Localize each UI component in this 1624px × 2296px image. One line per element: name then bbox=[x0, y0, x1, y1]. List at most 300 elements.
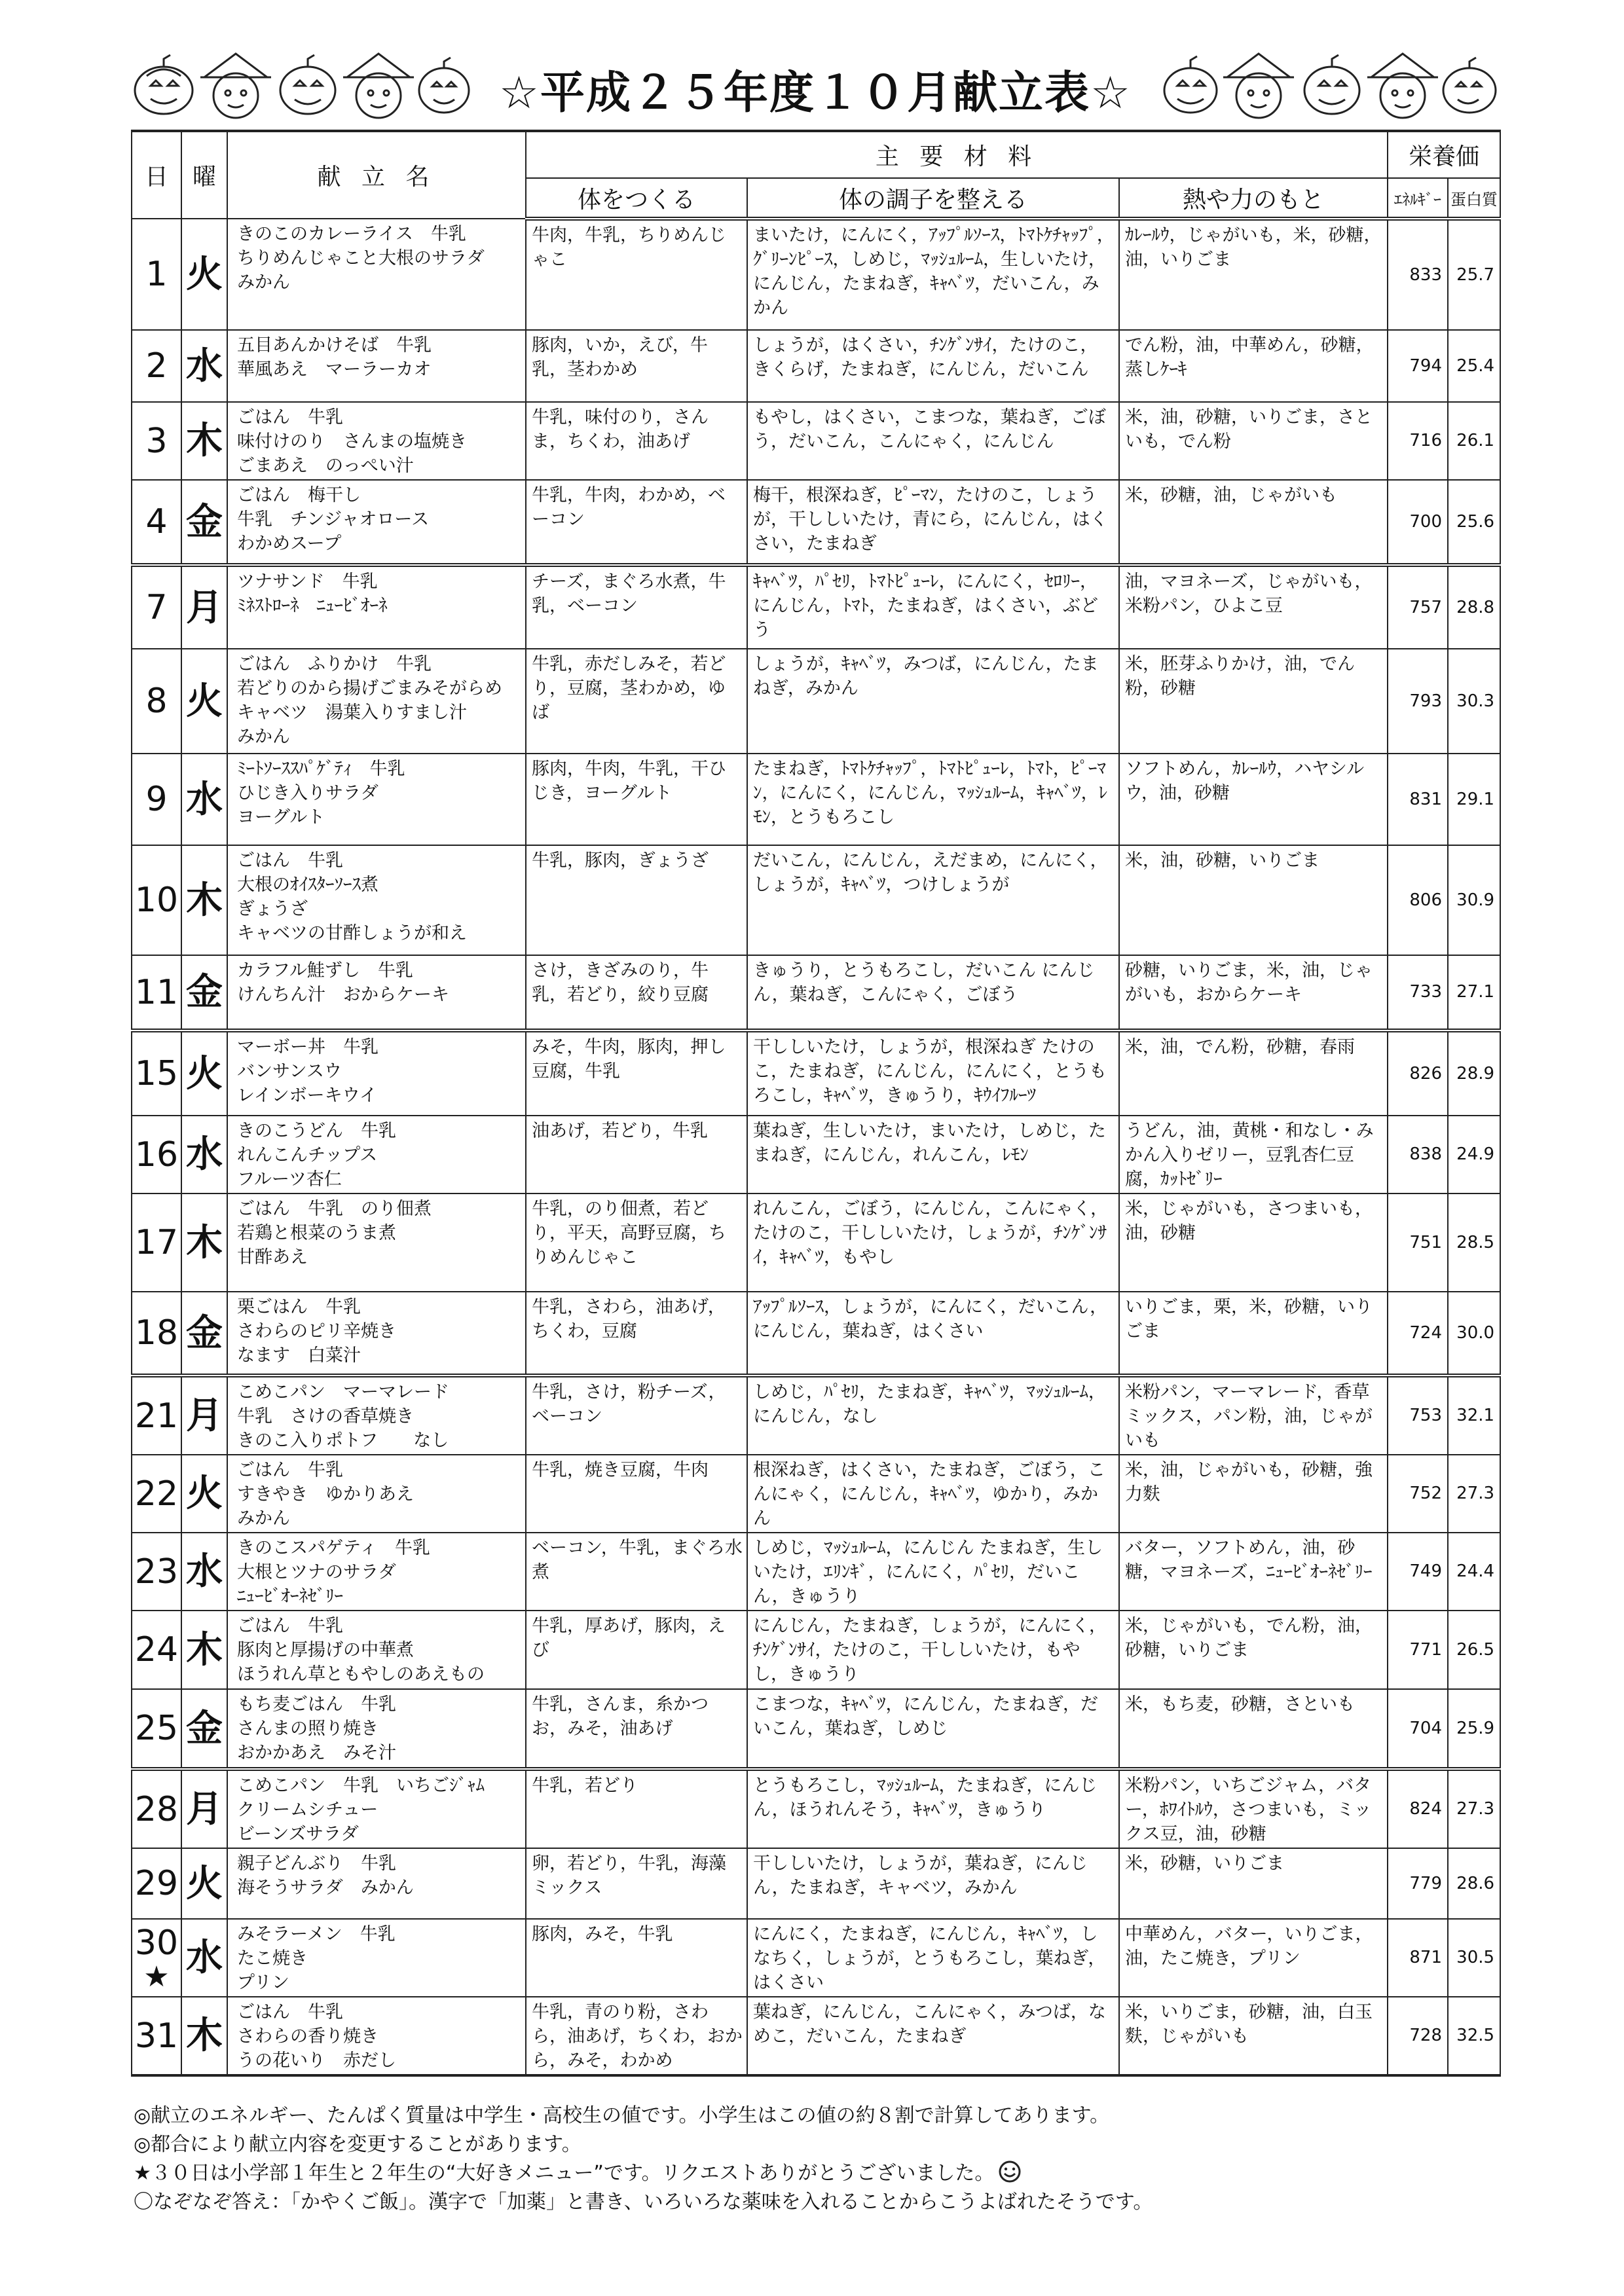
energy-source-ingredients: 米，油，じゃがいも，砂糖，強力麩 bbox=[1119, 1455, 1388, 1533]
energy-kcal: 724 bbox=[1388, 1292, 1448, 1376]
menu-name-cell bbox=[227, 219, 526, 330]
favorite-star-icon: ★ bbox=[143, 1959, 170, 1994]
header-energy-source: 熱や力のもと bbox=[1119, 178, 1388, 219]
weekday: 木 bbox=[181, 402, 227, 480]
day-number-cell bbox=[132, 1611, 181, 1689]
menu-item: ﾆｭｰﾋﾞｵｰﾈｾﾞﾘｰ bbox=[237, 1586, 343, 1607]
page-title: ☆平成２５年度１０月献立表☆ bbox=[499, 67, 1132, 119]
day-number-cell bbox=[132, 845, 181, 955]
day-number: 7 bbox=[145, 588, 168, 627]
menu-name-cell bbox=[227, 955, 526, 1030]
day-number-cell bbox=[132, 402, 181, 480]
body-regulating-ingredients: にんにく，たまねぎ，にんじん，ｷｬﾍﾞﾂ，しなちく，しょうが，とうもろこし，葉ねぎ，はくさい bbox=[747, 1919, 1119, 1997]
menu-item: みそラーメン 牛乳 bbox=[237, 1924, 396, 1944]
energy-kcal: 751 bbox=[1388, 1194, 1448, 1292]
day-number-cell bbox=[132, 1919, 181, 1997]
weekday: 火 bbox=[181, 1848, 227, 1919]
menu-item: ﾐﾈｽﾄﾛｰﾈ ﾆｭｰﾋﾞｵｰﾈ bbox=[237, 596, 388, 616]
day-number: 30 bbox=[134, 1923, 179, 1963]
body-building-ingredients: 牛乳，豚肉，ぎょうざ bbox=[526, 845, 747, 955]
note-riddle-answer: 〇なぞなぞ答え：「かやくご飯」。漢字で「加薬」と書き、いろいろな薬味を入れることからこうよばれたそうです。 bbox=[134, 2191, 1153, 2214]
body-building-ingredients: 牛乳，さわら，油あげ，ちくわ，豆腐 bbox=[526, 1292, 747, 1376]
body-building-ingredients: 牛肉，牛乳，ちりめんじゃこ bbox=[526, 219, 747, 330]
day-number: 4 bbox=[145, 502, 168, 541]
menu-item: ビーンズサラダ bbox=[237, 1824, 359, 1844]
menu-item: 甘酢あえ bbox=[237, 1247, 308, 1267]
body-building-ingredients: 牛乳，赤だしみそ，若どり，豆腐，茎わかめ，ゆば bbox=[526, 649, 747, 754]
menu-item: 大根のｵｲｽﾀｰｿｰｽ煮 bbox=[237, 875, 378, 895]
weekday: 金 bbox=[181, 1689, 227, 1769]
menu-item: ごはん 牛乳 のり佃煮 bbox=[237, 1199, 432, 1219]
menu-item: すきやき ゆかりあえ bbox=[237, 1484, 414, 1504]
menu-row bbox=[132, 1919, 1500, 1997]
day-number: 15 bbox=[134, 1054, 179, 1093]
menu-item: きのこスパゲティ 牛乳 bbox=[237, 1538, 430, 1558]
body-building-ingredients: ベーコン，牛乳，まぐろ水煮 bbox=[526, 1533, 747, 1611]
weekday: 水 bbox=[181, 1116, 227, 1194]
energy-source-ingredients: 米，いりごま，砂糖，油，白玉麩，じゃがいも bbox=[1119, 1997, 1388, 2075]
protein-grams: 32.5 bbox=[1448, 1997, 1500, 2075]
day-number-cell bbox=[132, 1455, 181, 1533]
menu-row bbox=[132, 1292, 1500, 1376]
energy-source-ingredients: いりごま，栗，米，砂糖，いりごま bbox=[1119, 1292, 1388, 1376]
menu-item: けんちん汁 おからケーキ bbox=[237, 985, 449, 1005]
body-regulating-ingredients: もやし，はくさい，こまつな，葉ねぎ，ごぼう，だいこん，こんにゃく，にんじん bbox=[747, 402, 1119, 480]
day-number: 21 bbox=[134, 1396, 179, 1436]
body-building-ingredients: 豚肉，みそ，牛乳 bbox=[526, 1919, 747, 1997]
header-protein: 蛋白質 bbox=[1448, 178, 1500, 219]
menu-row bbox=[132, 955, 1500, 1030]
menu-item: クリームシチュー bbox=[237, 1800, 378, 1820]
note-favorite-menu-text: ★３０日は小学部１年生と２年生の“大好きメニュー”です。リクエストありがとうございました。 bbox=[134, 2162, 995, 2185]
energy-source-ingredients: 米，砂糖，いりごま bbox=[1119, 1848, 1388, 1919]
weekday: 月 bbox=[181, 565, 227, 649]
halloween-decoration-left-icon bbox=[131, 50, 471, 122]
menu-row bbox=[132, 1533, 1500, 1611]
menu-item: キャベツの甘酢しょうが和え bbox=[237, 923, 467, 943]
protein-grams: 28.9 bbox=[1448, 1030, 1500, 1116]
energy-source-ingredients: うどん，油，黄桃・和なし・みかん入りゼリー，豆乳杏仁豆腐，ｶｯﾄｾﾞﾘｰ bbox=[1119, 1116, 1388, 1194]
menu-item: 大根とツナのサラダ bbox=[237, 1562, 396, 1582]
energy-kcal: 826 bbox=[1388, 1030, 1448, 1116]
energy-kcal: 793 bbox=[1388, 649, 1448, 754]
energy-kcal: 749 bbox=[1388, 1533, 1448, 1611]
day-number: 22 bbox=[134, 1474, 179, 1514]
menu-item: みかん bbox=[237, 727, 290, 747]
day-number: 10 bbox=[134, 881, 179, 920]
day-number-cell bbox=[132, 1292, 181, 1376]
day-number: 18 bbox=[134, 1313, 179, 1353]
menu-table bbox=[131, 130, 1501, 2077]
energy-source-ingredients: ソフトめん，ｶﾚｰﾙｳ，ハヤシルウ，油，砂糖 bbox=[1119, 754, 1388, 845]
menu-item: ヨーグルト bbox=[237, 807, 325, 828]
menu-item: ごはん 牛乳 bbox=[237, 850, 343, 871]
menu-item: ぎょうざ bbox=[237, 899, 308, 919]
menu-name-cell bbox=[227, 1769, 526, 1848]
body-building-ingredients: 油あげ，若どり，牛乳 bbox=[526, 1116, 747, 1194]
menu-item: みかん bbox=[237, 1508, 290, 1529]
menu-row bbox=[132, 219, 1500, 330]
day-number: 16 bbox=[134, 1135, 179, 1175]
energy-kcal: 794 bbox=[1388, 330, 1448, 402]
menu-item: ほうれん草ともやしのあえもの bbox=[237, 1664, 485, 1685]
energy-source-ingredients: 米，胚芽ふりかけ，油，でん粉，砂糖 bbox=[1119, 649, 1388, 754]
menu-row bbox=[132, 1848, 1500, 1919]
menu-row bbox=[132, 1689, 1500, 1769]
menu-item: 若どりのから揚げごまみそがらめ bbox=[237, 678, 502, 699]
energy-kcal: 824 bbox=[1388, 1769, 1448, 1848]
menu-item: さわらのピリ辛焼き bbox=[237, 1321, 396, 1341]
energy-source-ingredients: 米，砂糖，油，じゃがいも bbox=[1119, 480, 1388, 565]
menu-item: ごはん 牛乳 bbox=[237, 407, 343, 428]
menu-item: きのこうどん 牛乳 bbox=[237, 1121, 396, 1141]
menu-item: ごはん 牛乳 bbox=[237, 2002, 343, 2022]
energy-kcal: 779 bbox=[1388, 1848, 1448, 1919]
protein-grams: 25.9 bbox=[1448, 1689, 1500, 1769]
energy-source-ingredients: 米粉パン，マーマレード，香草ミックス，パン粉，油，じゃがいも bbox=[1119, 1376, 1388, 1455]
day-number: 1 bbox=[145, 255, 168, 294]
day-number: 11 bbox=[134, 972, 179, 1012]
energy-kcal: 806 bbox=[1388, 845, 1448, 955]
day-number-cell bbox=[132, 1689, 181, 1769]
menu-row bbox=[132, 330, 1500, 402]
smiley-face-icon bbox=[998, 2160, 1022, 2183]
energy-source-ingredients: 米，じゃがいも，さつまいも，油，砂糖 bbox=[1119, 1194, 1388, 1292]
menu-row bbox=[132, 845, 1500, 955]
menu-item: こめこパン マーマレード bbox=[237, 1382, 449, 1402]
menu-item: レインボーキウイ bbox=[237, 1085, 377, 1106]
menu-name-cell bbox=[227, 1689, 526, 1769]
body-regulating-ingredients: こまつな，ｷｬﾍﾞﾂ，にんじん，たまねぎ，だいこん，葉ねぎ，しめじ bbox=[747, 1689, 1119, 1769]
menu-item: みかん bbox=[237, 272, 290, 293]
weekday: 水 bbox=[181, 1533, 227, 1611]
body-regulating-ingredients: まいたけ，にんにく，ｱｯﾌﾟﾙｿｰｽ，ﾄﾏﾄｹﾁｬｯﾌﾟ，ｸﾞﾘｰﾝﾋﾟｰｽ，しめじ，ﾏｯｼｭﾙｰﾑ，生しいたけ，にんじん，たまねぎ，ｷｬﾍﾞﾂ，だいこん，みかん bbox=[747, 219, 1119, 330]
menu-name-cell bbox=[227, 1030, 526, 1116]
energy-source-ingredients: 米，油，砂糖，いりごま，さといも，でん粉 bbox=[1119, 402, 1388, 480]
menu-row bbox=[132, 402, 1500, 480]
body-regulating-ingredients: 梅干，根深ねぎ，ﾋﾟｰﾏﾝ，たけのこ，しょうが，干ししいたけ，青にら，にんじん，はくさい，たまねぎ bbox=[747, 480, 1119, 565]
protein-grams: 27.3 bbox=[1448, 1455, 1500, 1533]
body-regulating-ingredients: 干ししいたけ，しょうが，根深ねぎ たけのこ，たまねぎ，にんじん，にんにく，とうもろこし，ｷｬﾍﾞﾂ，きゅうり，ｷｳｲﾌﾙｰﾂ bbox=[747, 1030, 1119, 1116]
protein-grams: 25.4 bbox=[1448, 330, 1500, 402]
body-building-ingredients: 牛乳，味付のり，さんま，ちくわ，油あげ bbox=[526, 402, 747, 480]
menu-name-cell bbox=[227, 1376, 526, 1455]
menu-name-cell bbox=[227, 1919, 526, 1997]
day-number-cell bbox=[132, 955, 181, 1030]
body-regulating-ingredients: 葉ねぎ，にんじん，こんにゃく，みつば，なめこ，だいこん，たまねぎ bbox=[747, 1997, 1119, 2075]
menu-item: 華風あえ マーラーカオ bbox=[237, 359, 432, 380]
weekday: 火 bbox=[181, 1030, 227, 1116]
energy-source-ingredients: 米，油，でん粉，砂糖，春雨 bbox=[1119, 1030, 1388, 1116]
body-building-ingredients: 牛乳，若どり bbox=[526, 1769, 747, 1848]
energy-source-ingredients: 米，もち麦，砂糖，さといも bbox=[1119, 1689, 1388, 1769]
menu-item: ごはん 牛乳 bbox=[237, 1616, 343, 1636]
header-main-ingredients: 主 要 材 料 bbox=[526, 131, 1388, 178]
weekday: 金 bbox=[181, 955, 227, 1030]
header-energy: ｴﾈﾙｷﾞｰ bbox=[1388, 178, 1448, 219]
menu-name-cell bbox=[227, 845, 526, 955]
day-number: 25 bbox=[134, 1709, 179, 1748]
day-number: 8 bbox=[145, 682, 168, 721]
weekday: 水 bbox=[181, 754, 227, 845]
energy-source-ingredients: ｶﾚｰﾙｳ，じゃがいも，米，砂糖，油，いりごま bbox=[1119, 219, 1388, 330]
energy-source-ingredients: 米，油，砂糖，いりごま bbox=[1119, 845, 1388, 955]
header-body-building: 体をつくる bbox=[526, 178, 747, 219]
menu-row bbox=[132, 1194, 1500, 1292]
menu-item: きのこのカレーライス 牛乳 bbox=[237, 224, 466, 244]
energy-source-ingredients: 油，マヨネーズ，じゃがいも，米粉パン，ひよこ豆 bbox=[1119, 565, 1388, 649]
body-building-ingredients: みそ，牛肉，豚肉，押し豆腐，牛乳 bbox=[526, 1030, 747, 1116]
energy-source-ingredients: 米粉パン，いちごジャム，バター，ﾎﾜｲﾄﾙｳ，さつまいも，ミックス豆，油，砂糖 bbox=[1119, 1769, 1388, 1848]
note-favorite-menu bbox=[134, 2159, 1496, 2188]
energy-kcal: 704 bbox=[1388, 1689, 1448, 1769]
menu-item: こめこパン 牛乳 いちごｼﾞｬﾑ bbox=[237, 1776, 485, 1796]
protein-grams: 30.0 bbox=[1448, 1292, 1500, 1376]
protein-grams: 26.5 bbox=[1448, 1611, 1500, 1689]
menu-name-cell bbox=[227, 1848, 526, 1919]
body-building-ingredients: 牛乳，のり佃煮，若どり，平天，高野豆腐，ちりめんじゃこ bbox=[526, 1194, 747, 1292]
weekday: 金 bbox=[181, 1292, 227, 1376]
menu-item: わかめスープ bbox=[237, 534, 342, 554]
weekday: 水 bbox=[181, 330, 227, 402]
protein-grams: 27.3 bbox=[1448, 1769, 1500, 1848]
day-number-cell bbox=[132, 1376, 181, 1455]
body-regulating-ingredients: にんじん，たまねぎ，しょうが，にんにく，ﾁﾝｹﾞﾝｻｲ，たけのこ，干ししいたけ，もやし，きゅうり bbox=[747, 1611, 1119, 1689]
body-building-ingredients: さけ，きざみのり，牛乳，若どり，絞り豆腐 bbox=[526, 955, 747, 1030]
menu-row bbox=[132, 1455, 1500, 1533]
menu-name-cell bbox=[227, 649, 526, 754]
menu-row bbox=[132, 1611, 1500, 1689]
menu-row bbox=[132, 1030, 1500, 1116]
body-regulating-ingredients: だいこん，にんじん，えだまめ，にんにく，しょうが，ｷｬﾍﾞﾂ，つけしょうが bbox=[747, 845, 1119, 955]
menu-item: 親子どんぶり 牛乳 bbox=[237, 1853, 396, 1874]
weekday: 水 bbox=[181, 1919, 227, 1997]
day-number-cell bbox=[132, 480, 181, 565]
weekday: 火 bbox=[181, 649, 227, 754]
menu-row bbox=[132, 1376, 1500, 1455]
menu-item: マーボー丼 牛乳 bbox=[237, 1037, 378, 1057]
menu-name-cell bbox=[227, 1292, 526, 1376]
energy-source-ingredients: 砂糖，いりごま，米，油，じゃがいも，おからケーキ bbox=[1119, 955, 1388, 1030]
energy-source-ingredients: 中華めん，バター，いりごま，油，たこ焼き，プリン bbox=[1119, 1919, 1388, 1997]
energy-kcal: 757 bbox=[1388, 565, 1448, 649]
menu-item: ごはん 梅干し bbox=[237, 485, 361, 505]
weekday: 火 bbox=[181, 219, 227, 330]
menu-row bbox=[132, 754, 1500, 845]
menu-name-cell bbox=[227, 402, 526, 480]
menu-name-cell bbox=[227, 330, 526, 402]
menu-item: ごはん ふりかけ 牛乳 bbox=[237, 654, 432, 674]
energy-kcal: 833 bbox=[1388, 219, 1448, 330]
protein-grams: 28.5 bbox=[1448, 1194, 1500, 1292]
header-nutrition: 栄養価 bbox=[1388, 131, 1500, 178]
protein-grams: 25.6 bbox=[1448, 480, 1500, 565]
protein-grams: 29.1 bbox=[1448, 754, 1500, 845]
menu-item: なます 白菜汁 bbox=[237, 1345, 361, 1366]
menu-row bbox=[132, 1116, 1500, 1194]
day-number-cell bbox=[132, 565, 181, 649]
body-building-ingredients: 牛乳，さんま，糸かつお，みそ，油あげ bbox=[526, 1689, 747, 1769]
protein-grams: 30.9 bbox=[1448, 845, 1500, 955]
day-number-cell bbox=[132, 649, 181, 754]
weekday: 金 bbox=[181, 480, 227, 565]
day-number-cell bbox=[132, 1997, 181, 2075]
energy-kcal: 728 bbox=[1388, 1997, 1448, 2075]
protein-grams: 25.7 bbox=[1448, 219, 1500, 330]
menu-name-cell bbox=[227, 1116, 526, 1194]
protein-grams: 26.1 bbox=[1448, 402, 1500, 480]
page-header bbox=[131, 45, 1500, 130]
menu-row bbox=[132, 649, 1500, 754]
energy-kcal: 752 bbox=[1388, 1455, 1448, 1533]
menu-item: おかかあえ みそ汁 bbox=[237, 1743, 396, 1763]
menu-item: 味付けのり さんまの塩焼き bbox=[237, 431, 467, 452]
menu-name-cell bbox=[227, 1533, 526, 1611]
body-regulating-ingredients: 干ししいたけ，しょうが，葉ねぎ，にんじん，たまねぎ，キャベツ，みかん bbox=[747, 1848, 1119, 1919]
body-building-ingredients: 牛乳，青のり粉，さわら，油あげ，ちくわ，おから，みそ，わかめ bbox=[526, 1997, 747, 2075]
day-number: 3 bbox=[145, 421, 168, 461]
header-menu-name: 献 立 名 bbox=[227, 131, 526, 219]
menu-item: ちりめんじゃこと大根のサラダ bbox=[237, 248, 485, 268]
protein-grams: 30.5 bbox=[1448, 1919, 1500, 1997]
menu-item: たこ焼き bbox=[237, 1948, 308, 1969]
body-building-ingredients: 豚肉，いか，えび，牛乳，茎わかめ bbox=[526, 330, 747, 402]
day-number: 9 bbox=[145, 780, 168, 819]
energy-source-ingredients: 米，じゃがいも，でん粉，油，砂糖，いりごま bbox=[1119, 1611, 1388, 1689]
weekday: 月 bbox=[181, 1769, 227, 1848]
energy-kcal: 733 bbox=[1388, 955, 1448, 1030]
protein-grams: 32.1 bbox=[1448, 1376, 1500, 1455]
body-regulating-ingredients: ｱｯﾌﾟﾙｿｰｽ，しょうが，にんにく，だいこん，にんじん，葉ねぎ，はくさい bbox=[747, 1292, 1119, 1376]
day-number-cell bbox=[132, 1116, 181, 1194]
body-building-ingredients: 豚肉，牛肉，牛乳，干ひじき，ヨーグルト bbox=[526, 754, 747, 845]
menu-item: さわらの香り焼き bbox=[237, 2026, 378, 2047]
menu-item: 牛乳 さけの香草焼き bbox=[237, 1406, 414, 1427]
menu-item: 栗ごはん 牛乳 bbox=[237, 1297, 361, 1317]
body-building-ingredients: 牛乳，さけ，粉チーズ，ベーコン bbox=[526, 1376, 747, 1455]
weekday: 木 bbox=[181, 845, 227, 955]
menu-row bbox=[132, 480, 1500, 565]
body-regulating-ingredients: しょうが，ｷｬﾍﾞﾂ，みつば，にんじん，たまねぎ，みかん bbox=[747, 649, 1119, 754]
day-number: 31 bbox=[134, 2016, 179, 2056]
weekday: 火 bbox=[181, 1455, 227, 1533]
body-building-ingredients: 牛乳，牛肉，わかめ，ベーコン bbox=[526, 480, 747, 565]
menu-item: カラフル鮭ずし 牛乳 bbox=[237, 960, 413, 981]
menu-item: 牛乳 チンジャオロース bbox=[237, 509, 430, 530]
menu-item: 海そうサラダ みかん bbox=[237, 1878, 414, 1898]
menu-row bbox=[132, 1769, 1500, 1848]
energy-kcal: 700 bbox=[1388, 480, 1448, 565]
menu-table-body bbox=[132, 219, 1500, 2075]
halloween-decoration-right-icon bbox=[1160, 50, 1501, 122]
menu-item: 豚肉と厚揚げの中華煮 bbox=[237, 1640, 414, 1660]
header-day: 日 bbox=[132, 131, 181, 219]
day-number: 28 bbox=[134, 1789, 179, 1829]
body-building-ingredients: チーズ，まぐろ水煮，牛乳，ベーコン bbox=[526, 565, 747, 649]
energy-kcal: 871 bbox=[1388, 1919, 1448, 1997]
weekday: 木 bbox=[181, 1997, 227, 2075]
menu-row bbox=[132, 565, 1500, 649]
body-regulating-ingredients: とうもろこし，ﾏｯｼｭﾙｰﾑ，たまねぎ，にんじん，ほうれんそう，ｷｬﾍﾞﾂ，きゅうり bbox=[747, 1769, 1119, 1848]
body-regulating-ingredients: きゅうり，とうもろこし，だいこん にんじん，葉ねぎ，こんにゃく，ごぼう bbox=[747, 955, 1119, 1030]
energy-source-ingredients: でん粉，油，中華めん，砂糖，蒸しｹｰｷ bbox=[1119, 330, 1388, 402]
header-weekday: 曜 bbox=[181, 131, 227, 219]
menu-item: 五目あんかけそば 牛乳 bbox=[237, 335, 432, 355]
protein-grams: 27.1 bbox=[1448, 955, 1500, 1030]
day-number-cell bbox=[132, 330, 181, 402]
menu-item: キャベツ 湯葉入りすまし汁 bbox=[237, 702, 467, 723]
energy-kcal: 753 bbox=[1388, 1376, 1448, 1455]
menu-item: ごまあえ のっぺい汁 bbox=[237, 456, 414, 476]
body-regulating-ingredients: 葉ねぎ，生しいたけ，まいたけ，しめじ，たまねぎ，にんじん，れんこん，ﾚﾓﾝ bbox=[747, 1116, 1119, 1194]
body-regulating-ingredients: 根深ねぎ，はくさい，たまねぎ，ごぼう，こんにゃく，にんじん，ｷｬﾍﾞﾂ，ゆかり，みかん bbox=[747, 1455, 1119, 1533]
menu-item: もち麦ごはん 牛乳 bbox=[237, 1694, 396, 1715]
menu-item: さんまの照り焼き bbox=[237, 1719, 378, 1739]
energy-kcal: 831 bbox=[1388, 754, 1448, 845]
day-number: 29 bbox=[134, 1864, 179, 1903]
day-number-cell bbox=[132, 1194, 181, 1292]
menu-name-cell bbox=[227, 480, 526, 565]
weekday: 月 bbox=[181, 1376, 227, 1455]
body-regulating-ingredients: ｷｬﾍﾞﾂ，ﾊﾟｾﾘ，ﾄﾏﾄﾋﾟｭｰﾚ，にんにく，ｾﾛﾘｰ，にんじん，ﾄﾏﾄ，たまねぎ，はくさい，ぶどう bbox=[747, 565, 1119, 649]
protein-grams: 24.9 bbox=[1448, 1116, 1500, 1194]
weekday: 木 bbox=[181, 1194, 227, 1292]
protein-grams: 24.4 bbox=[1448, 1533, 1500, 1611]
menu-item: うの花いり 赤だし bbox=[237, 2050, 396, 2071]
body-building-ingredients: 卵，若どり，牛乳，海藻ミックス bbox=[526, 1848, 747, 1919]
body-regulating-ingredients: しめじ，ﾊﾟｾﾘ，たまねぎ，ｷｬﾍﾞﾂ，ﾏｯｼｭﾙｰﾑ，にんじん，なし bbox=[747, 1376, 1119, 1455]
menu-item: ﾐｰﾄｿｰｽｽﾊﾟｹﾞﾃｨ 牛乳 bbox=[237, 759, 405, 779]
day-number: 23 bbox=[134, 1552, 179, 1592]
day-number-cell bbox=[132, 1533, 181, 1611]
energy-kcal: 838 bbox=[1388, 1116, 1448, 1194]
menu-name-cell bbox=[227, 1611, 526, 1689]
energy-kcal: 771 bbox=[1388, 1611, 1448, 1689]
menu-name-cell bbox=[227, 1194, 526, 1292]
day-number: 24 bbox=[134, 1630, 179, 1669]
body-regulating-ingredients: しめじ，ﾏｯｼｭﾙｰﾑ，にんじん たまねぎ，生しいたけ，ｴﾘﾝｷﾞ，にんにく，ﾊﾟｾﾘ，だいこん，きゅうり bbox=[747, 1533, 1119, 1611]
body-building-ingredients: 牛乳，焼き豆腐，牛肉 bbox=[526, 1455, 747, 1533]
menu-name-cell bbox=[227, 1455, 526, 1533]
menu-item: ごはん 牛乳 bbox=[237, 1460, 343, 1480]
energy-kcal: 716 bbox=[1388, 402, 1448, 480]
menu-item: きのこ入りポトフ なし bbox=[237, 1430, 449, 1451]
menu-row bbox=[132, 1997, 1500, 2075]
header-body-regulating: 体の調子を整える bbox=[747, 178, 1119, 219]
day-number: 2 bbox=[145, 346, 168, 386]
weekday: 木 bbox=[181, 1611, 227, 1689]
protein-grams: 28.6 bbox=[1448, 1848, 1500, 1919]
energy-source-ingredients: バター，ソフトめん，油，砂糖，マヨネーズ，ﾆｭｰﾋﾞｵｰﾈｾﾞﾘｰ bbox=[1119, 1533, 1388, 1611]
menu-item: バンサンスウ bbox=[237, 1061, 342, 1082]
body-regulating-ingredients: れんこん，ごぼう，にんじん，こんにゃく，たけのこ，干ししいたけ，しょうが，ﾁﾝｹﾞﾝｻｲ，ｷｬﾍﾞﾂ，もやし bbox=[747, 1194, 1119, 1292]
menu-item: れんこんチップス bbox=[237, 1145, 378, 1165]
note-nutrition: ◎献立のエネルギー、たんぱく質量は中学生・高校生の値です。小学生はこの値の約８割で計算してあります。 bbox=[134, 2104, 1110, 2127]
menu-name-cell bbox=[227, 565, 526, 649]
menu-item: 若鶏と根菜のうま煮 bbox=[237, 1223, 396, 1243]
menu-item: ひじき入りサラダ bbox=[237, 783, 378, 803]
protein-grams: 30.3 bbox=[1448, 649, 1500, 754]
day-number-cell bbox=[132, 1848, 181, 1919]
day-number-cell bbox=[132, 1030, 181, 1116]
body-regulating-ingredients: しょうが，はくさい，ﾁﾝｹﾞﾝｻｲ，たけのこ，きくらげ，たまねぎ，にんじん，だいこん bbox=[747, 330, 1119, 402]
note-change: ◎都合により献立内容を変更することがあります。 bbox=[134, 2133, 581, 2156]
menu-item: ツナサンド 牛乳 bbox=[237, 572, 378, 592]
menu-item: プリン bbox=[237, 1973, 289, 1993]
day-number-cell bbox=[132, 1769, 181, 1848]
day-number-cell bbox=[132, 219, 181, 330]
day-number-cell bbox=[132, 754, 181, 845]
